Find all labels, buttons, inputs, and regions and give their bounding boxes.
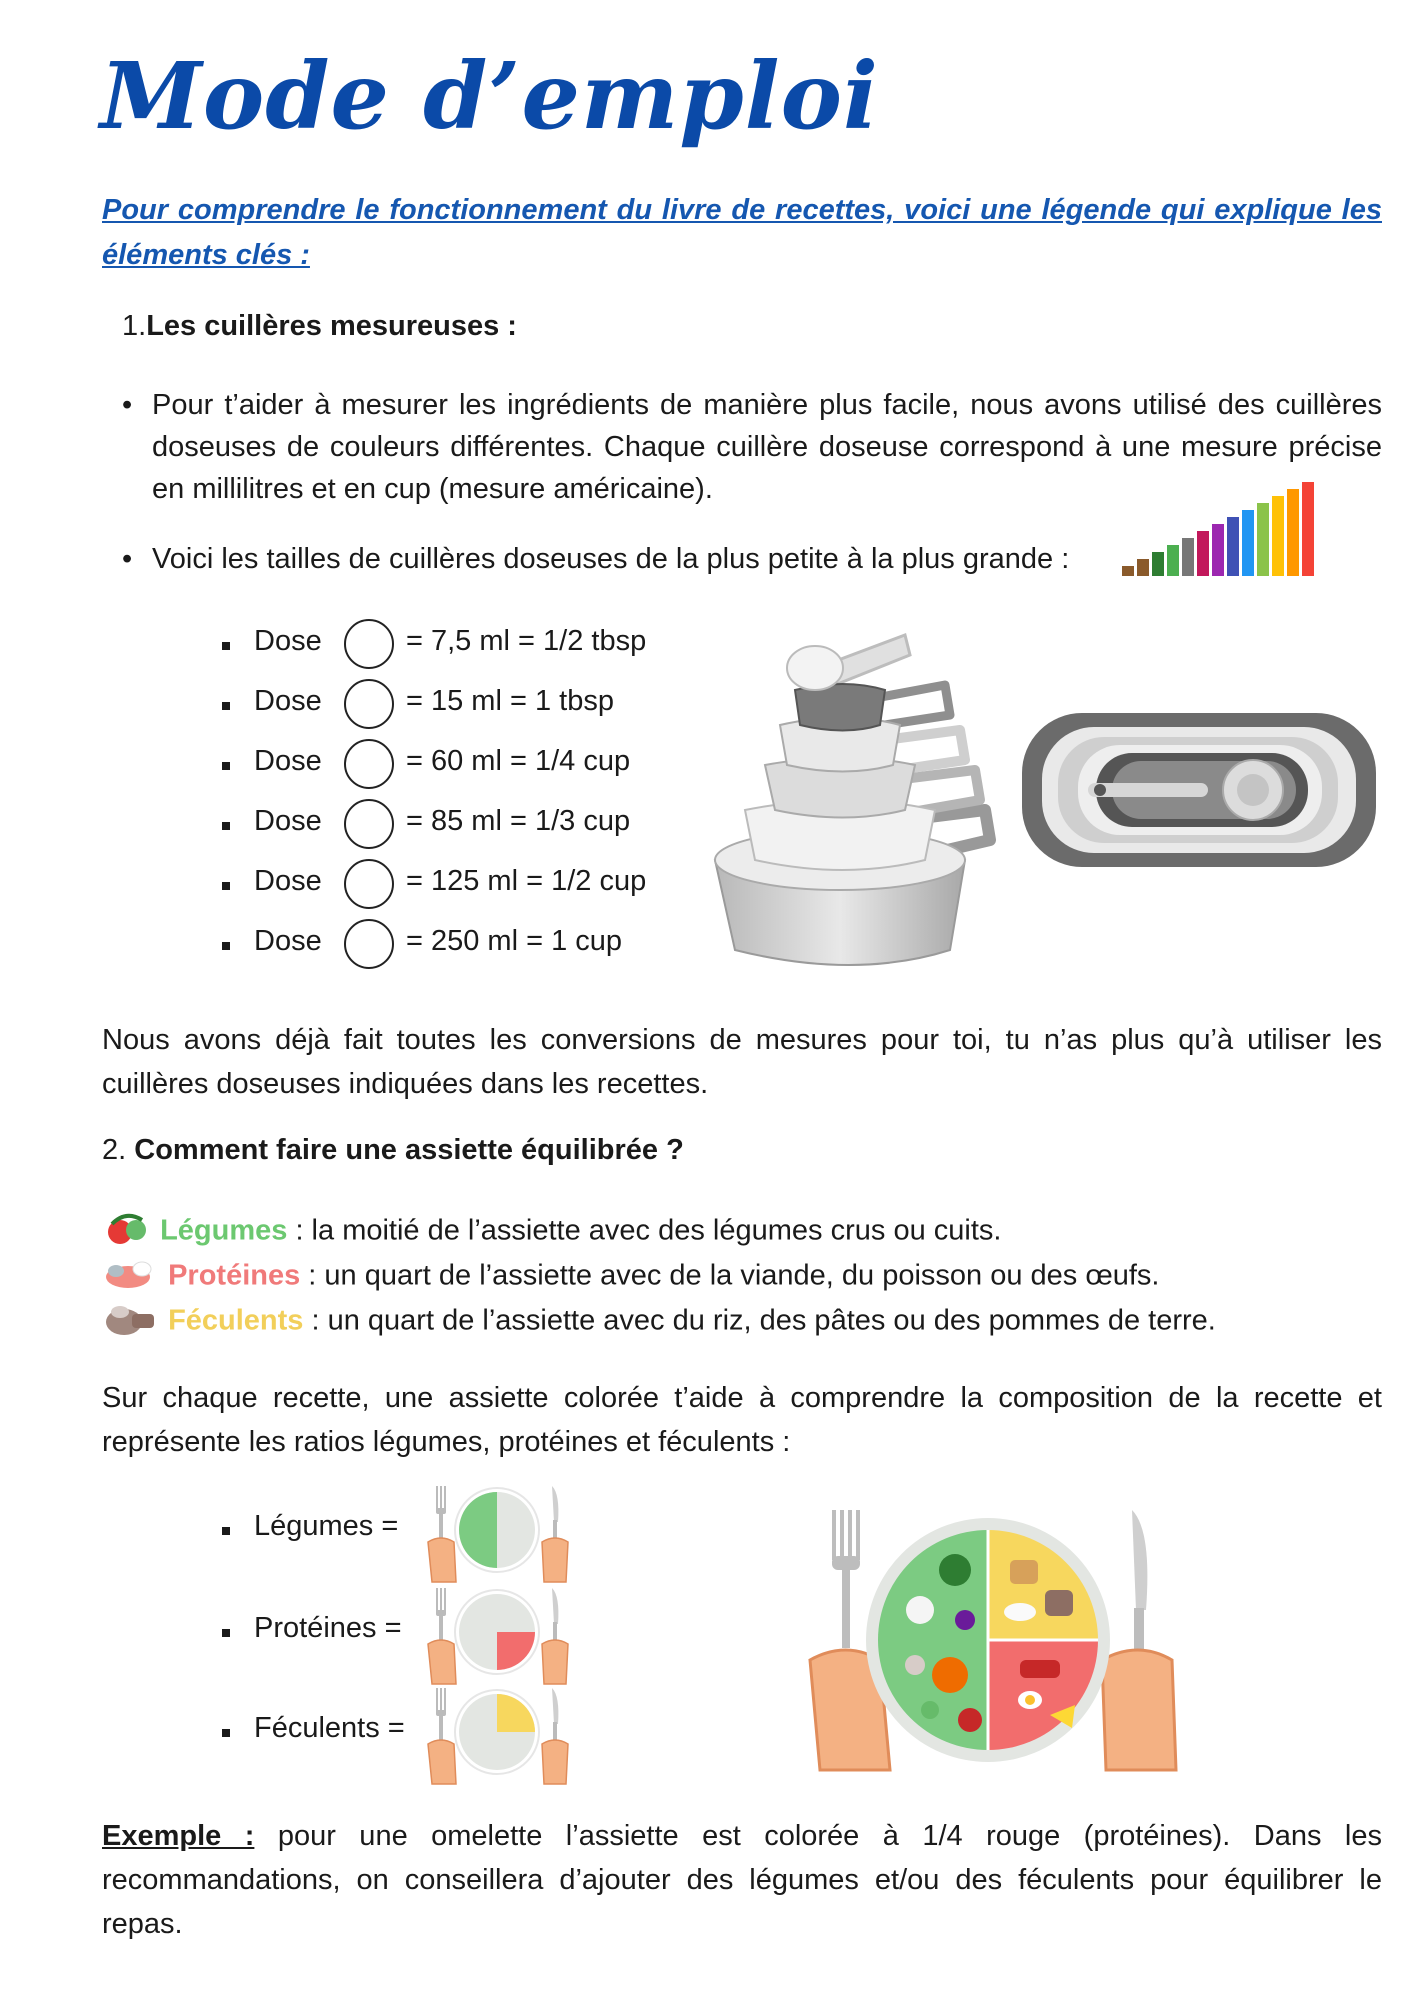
color-bar xyxy=(1122,566,1134,576)
legend-proteins-text: : un quart de l’assiette avec de la viande, du poisson ou des œufs. xyxy=(300,1259,1160,1292)
color-bar xyxy=(1227,517,1239,576)
color-bar xyxy=(1272,496,1284,576)
color-bar xyxy=(1302,482,1314,576)
dose-value: = 15 ml = 1 tbsp xyxy=(406,685,614,717)
dose-label: Dose xyxy=(254,925,322,957)
bullet-sizes: • Voici les tailles de cuillères doseuses de la plus petite à la plus grande : xyxy=(122,538,1382,584)
bullet-square xyxy=(222,642,230,650)
bullet-square xyxy=(222,702,230,710)
color-bar xyxy=(1242,510,1254,576)
mini-plate-icon xyxy=(422,1686,572,1786)
ratio-label: Protéines = xyxy=(254,1612,402,1644)
intro-subtitle: Pour comprendre le fonctionnement du livre de recettes, voici une légende qui explique les éléments clés : xyxy=(102,194,1382,271)
dose-value: = 85 ml = 1/3 cup xyxy=(406,805,631,837)
legend-starches-text: : un quart de l’assiette avec du riz, des pâtes ou des pommes de terre. xyxy=(303,1304,1216,1337)
dose-label: Dose xyxy=(254,805,322,837)
dose-label: Dose xyxy=(254,865,322,897)
dose-circle-icon xyxy=(344,619,394,669)
section1-heading xyxy=(122,310,517,343)
ratio-row xyxy=(222,1712,602,1812)
balanced-plate-image xyxy=(780,1500,1200,1780)
ratio-label: Légumes = xyxy=(254,1510,399,1542)
dose-circle-icon xyxy=(344,799,394,849)
plate-portion xyxy=(497,1632,535,1670)
legend-vegetables-text: : la moitié de l’assiette avec des légumes crus ou cuits. xyxy=(287,1214,1002,1247)
proteins-icon xyxy=(102,1253,160,1301)
section1-title: Les cuillères mesureuses : xyxy=(146,310,517,342)
color-bar xyxy=(1197,531,1209,576)
bullet-square xyxy=(222,1527,230,1535)
legend-vegetables xyxy=(102,1208,1001,1256)
bullet-square xyxy=(222,1629,230,1637)
conversion-note: Nous avons déjà fait toutes les conversions de mesures pour toi, tu n’as plus qu’à utiliser les cuillères doseuses indiquées dans les recettes. xyxy=(102,1024,1382,1100)
mini-plate-icon xyxy=(422,1484,572,1584)
colored-bars-icon xyxy=(1118,480,1328,580)
color-bar xyxy=(1137,559,1149,576)
knife-icon xyxy=(1132,1510,1147,1658)
dose-label: Dose xyxy=(254,745,322,777)
legend-starches-name: Féculents xyxy=(168,1304,304,1337)
bullet-square xyxy=(222,822,230,830)
color-bar xyxy=(1182,538,1194,576)
bullet-square xyxy=(222,762,230,770)
legend-starches xyxy=(102,1298,1216,1346)
dose-value: = 60 ml = 1/4 cup xyxy=(406,745,631,777)
example-text: pour une omelette l’assiette est colorée à 1/4 rouge (protéines). Dans les recommandations, on conseillera d’ajouter des légumes et/ou des féculents pour équilibrer le repas. xyxy=(102,1820,1383,1940)
legend-proteins-name: Protéines xyxy=(168,1259,301,1292)
example-label: Exemple : xyxy=(102,1820,255,1852)
bullet-square xyxy=(222,942,230,950)
dose-circle-icon xyxy=(344,739,394,789)
dose-circle-icon xyxy=(344,919,394,969)
bullet-text: Voici les tailles de cuillères doseuses de la plus petite à la plus grande : xyxy=(152,543,1070,575)
dose-circle-icon xyxy=(344,859,394,909)
example-paragraph xyxy=(102,1814,1382,1946)
ratio-label: Féculents = xyxy=(254,1712,405,1744)
dose-value: = 250 ml = 1 cup xyxy=(406,925,623,957)
bullet-square xyxy=(222,882,230,890)
bullet-text: Pour t’aider à mesurer les ingrédients de manière plus facile, nous avons utilisé des cuillères doseuses de couleurs différentes. Chaque cuillère doseuse correspond à une mesure précise en millilitres et en cup (mesure américaine). xyxy=(152,389,1382,505)
plate-intro: Sur chaque recette, une assiette colorée t’aide à comprendre la composition de la recette et représente les ratios légumes, protéines et féculents : xyxy=(102,1382,1382,1458)
color-bar xyxy=(1212,524,1224,576)
mini-plate-icon xyxy=(422,1586,572,1686)
dose-circle-icon xyxy=(344,679,394,729)
section1-number: 1. xyxy=(122,310,147,342)
vegetables-icon xyxy=(102,1208,152,1256)
color-bar xyxy=(1257,503,1269,576)
color-bar xyxy=(1167,545,1179,576)
measuring-cups-nested-image xyxy=(1018,705,1380,875)
section2-heading xyxy=(102,1134,684,1167)
color-bar xyxy=(1152,552,1164,576)
dose-label: Dose xyxy=(254,685,322,717)
legend-proteins xyxy=(102,1253,1159,1301)
bullet-square xyxy=(222,1729,230,1737)
dose-label: Dose xyxy=(254,625,322,657)
dose-value: = 7,5 ml = 1/2 tbsp xyxy=(406,625,647,657)
bullet-measuring-spoons: • Pour t’aider à mesurer les ingrédients de manière plus facile, nous avons utilisé des cuillères doseuses de couleurs différentes. Chaque cuillère doseuse correspond à une mesure précise en millilitres et en cup (mesure américaine). xyxy=(122,384,1382,514)
color-bar xyxy=(1287,489,1299,576)
section2-title: Comment faire une assiette équilibrée ? xyxy=(134,1134,684,1166)
starches-icon xyxy=(102,1298,160,1346)
legend-vegetables-name: Légumes xyxy=(160,1214,288,1247)
dose-value: = 125 ml = 1/2 cup xyxy=(406,865,647,897)
plate-portion xyxy=(497,1694,535,1732)
section2-number: 2. xyxy=(102,1134,127,1166)
page-title: Mode d’emploi xyxy=(100,42,879,150)
fork-icon xyxy=(832,1510,860,1648)
measuring-cups-stacked-image xyxy=(705,610,1005,970)
